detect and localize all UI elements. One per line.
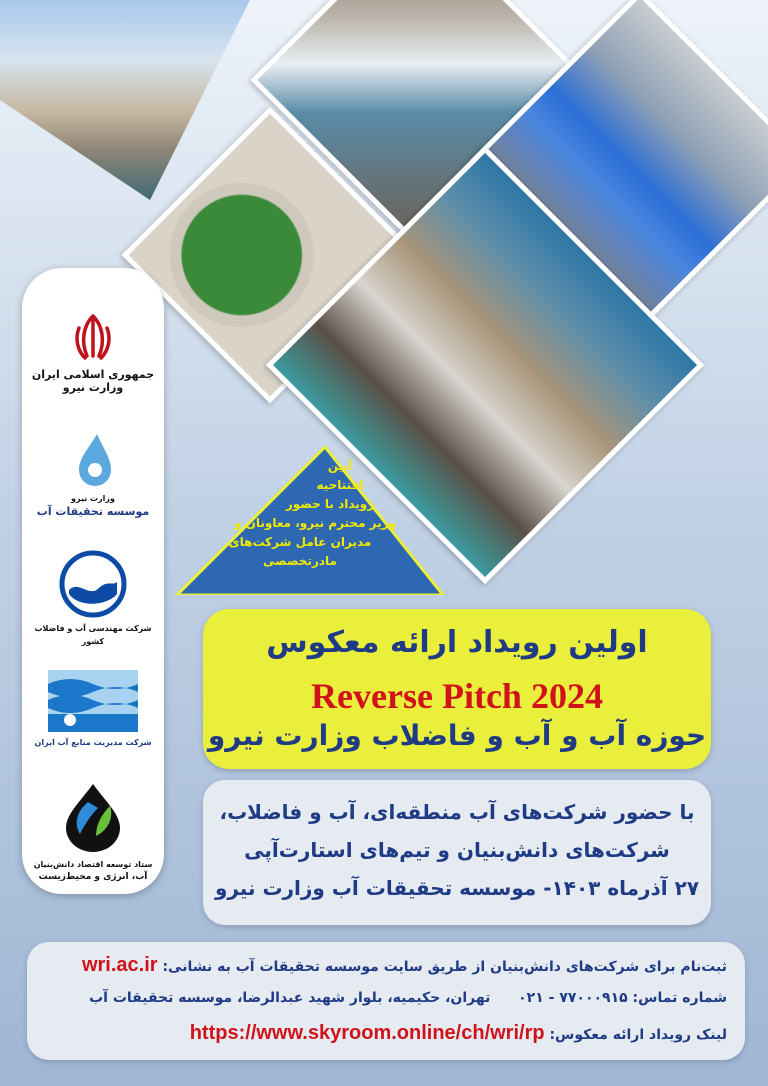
event-link-line [190, 1022, 727, 1045]
abfa-wave-icon [59, 550, 127, 618]
wri-name: موسسه تحقیقات آب [36, 505, 150, 518]
event-subtitle: حوزه آب و آب و فاضلاب وزارت نیرو [207, 719, 707, 752]
water-drop-icon [71, 432, 115, 488]
iran-emblem-icon [71, 312, 115, 364]
contact-phone: شماره تماس: ۷۷۰۰۰۹۱۵ - ۰۲۱ [518, 990, 727, 1006]
ministry-line2: وزارت نیرو [62, 381, 124, 394]
info-line-1: با حضور شرکت‌های آب منطقه‌ای، آب و فاضلاب، [219, 800, 695, 824]
registration-link[interactable]: wri.ac.ir [81, 954, 158, 976]
water-resources-logo [22, 670, 164, 749]
knowledge-hq-logo [22, 780, 164, 884]
ceremony-text [215, 457, 405, 571]
water-resources-name: شرکت مدیریت منابع آب ایران [34, 738, 152, 747]
ceremony-line-1: آیین [327, 459, 353, 473]
opening-ceremony-badge [175, 445, 445, 595]
knowledge-line2: آب، انرژی و محیط‌زیست [38, 872, 148, 882]
contact-address: تهران، حکیمیه، بلوار شهید عبدالرضا، موسسه تحقیقات آب [89, 990, 491, 1006]
ministry-line1: جمهوری اسلامی ایران [31, 368, 155, 381]
ceremony-line-2: افتتاحیه [316, 478, 364, 492]
ceremony-line-5: مدیران عامل شرکت‌های مادرتخصصی [228, 535, 372, 568]
info-line-2: شرکت‌های دانش‌بنیان و تیم‌های استارت‌آپی [244, 838, 670, 862]
registration-text: ثبت‌نام برای شرکت‌های دانش‌بنیان از طریق سایت موسسه تحقیقات آب به نشانی: [162, 959, 727, 975]
registration-footer [27, 942, 745, 1060]
ceremony-line-4: وزیر محترم نیرو، معاونان و [233, 516, 397, 530]
event-link-url[interactable]: https://www.skyroom.online/ch/wri/rp [189, 1022, 545, 1044]
event-date-venue: ۲۷ آذرماه ۱۴۰۳- موسسه تحقیقات آب وزارت نیرو [214, 876, 700, 900]
wri-small-label: وزارت نیرو [71, 494, 115, 503]
event-title-fa: اولین رویداد ارائه معکوس [266, 625, 648, 660]
event-link-label: لینک رویداد ارائه معکوس: [549, 1027, 727, 1043]
event-title-box [203, 609, 711, 769]
event-info-box [203, 780, 711, 925]
ceremony-line-3: رویداد با حضور [285, 497, 375, 511]
logo-panel [22, 268, 164, 894]
knowledge-line1: ستاد توسعه اقتصاد دانش‌بنیان [33, 860, 153, 869]
contact-line [89, 990, 727, 1006]
event-title-en: Reverse Pitch 2024 [311, 676, 603, 716]
abfa-name: شرکت مهندسی آب و فاضلاب کشور [34, 624, 152, 646]
abfa-logo [22, 550, 164, 648]
water-waves-icon [48, 670, 138, 732]
leaf-drop-icon [58, 780, 128, 854]
wri-logo [22, 432, 164, 518]
ministry-logo [22, 312, 164, 394]
registration-line [82, 954, 727, 977]
